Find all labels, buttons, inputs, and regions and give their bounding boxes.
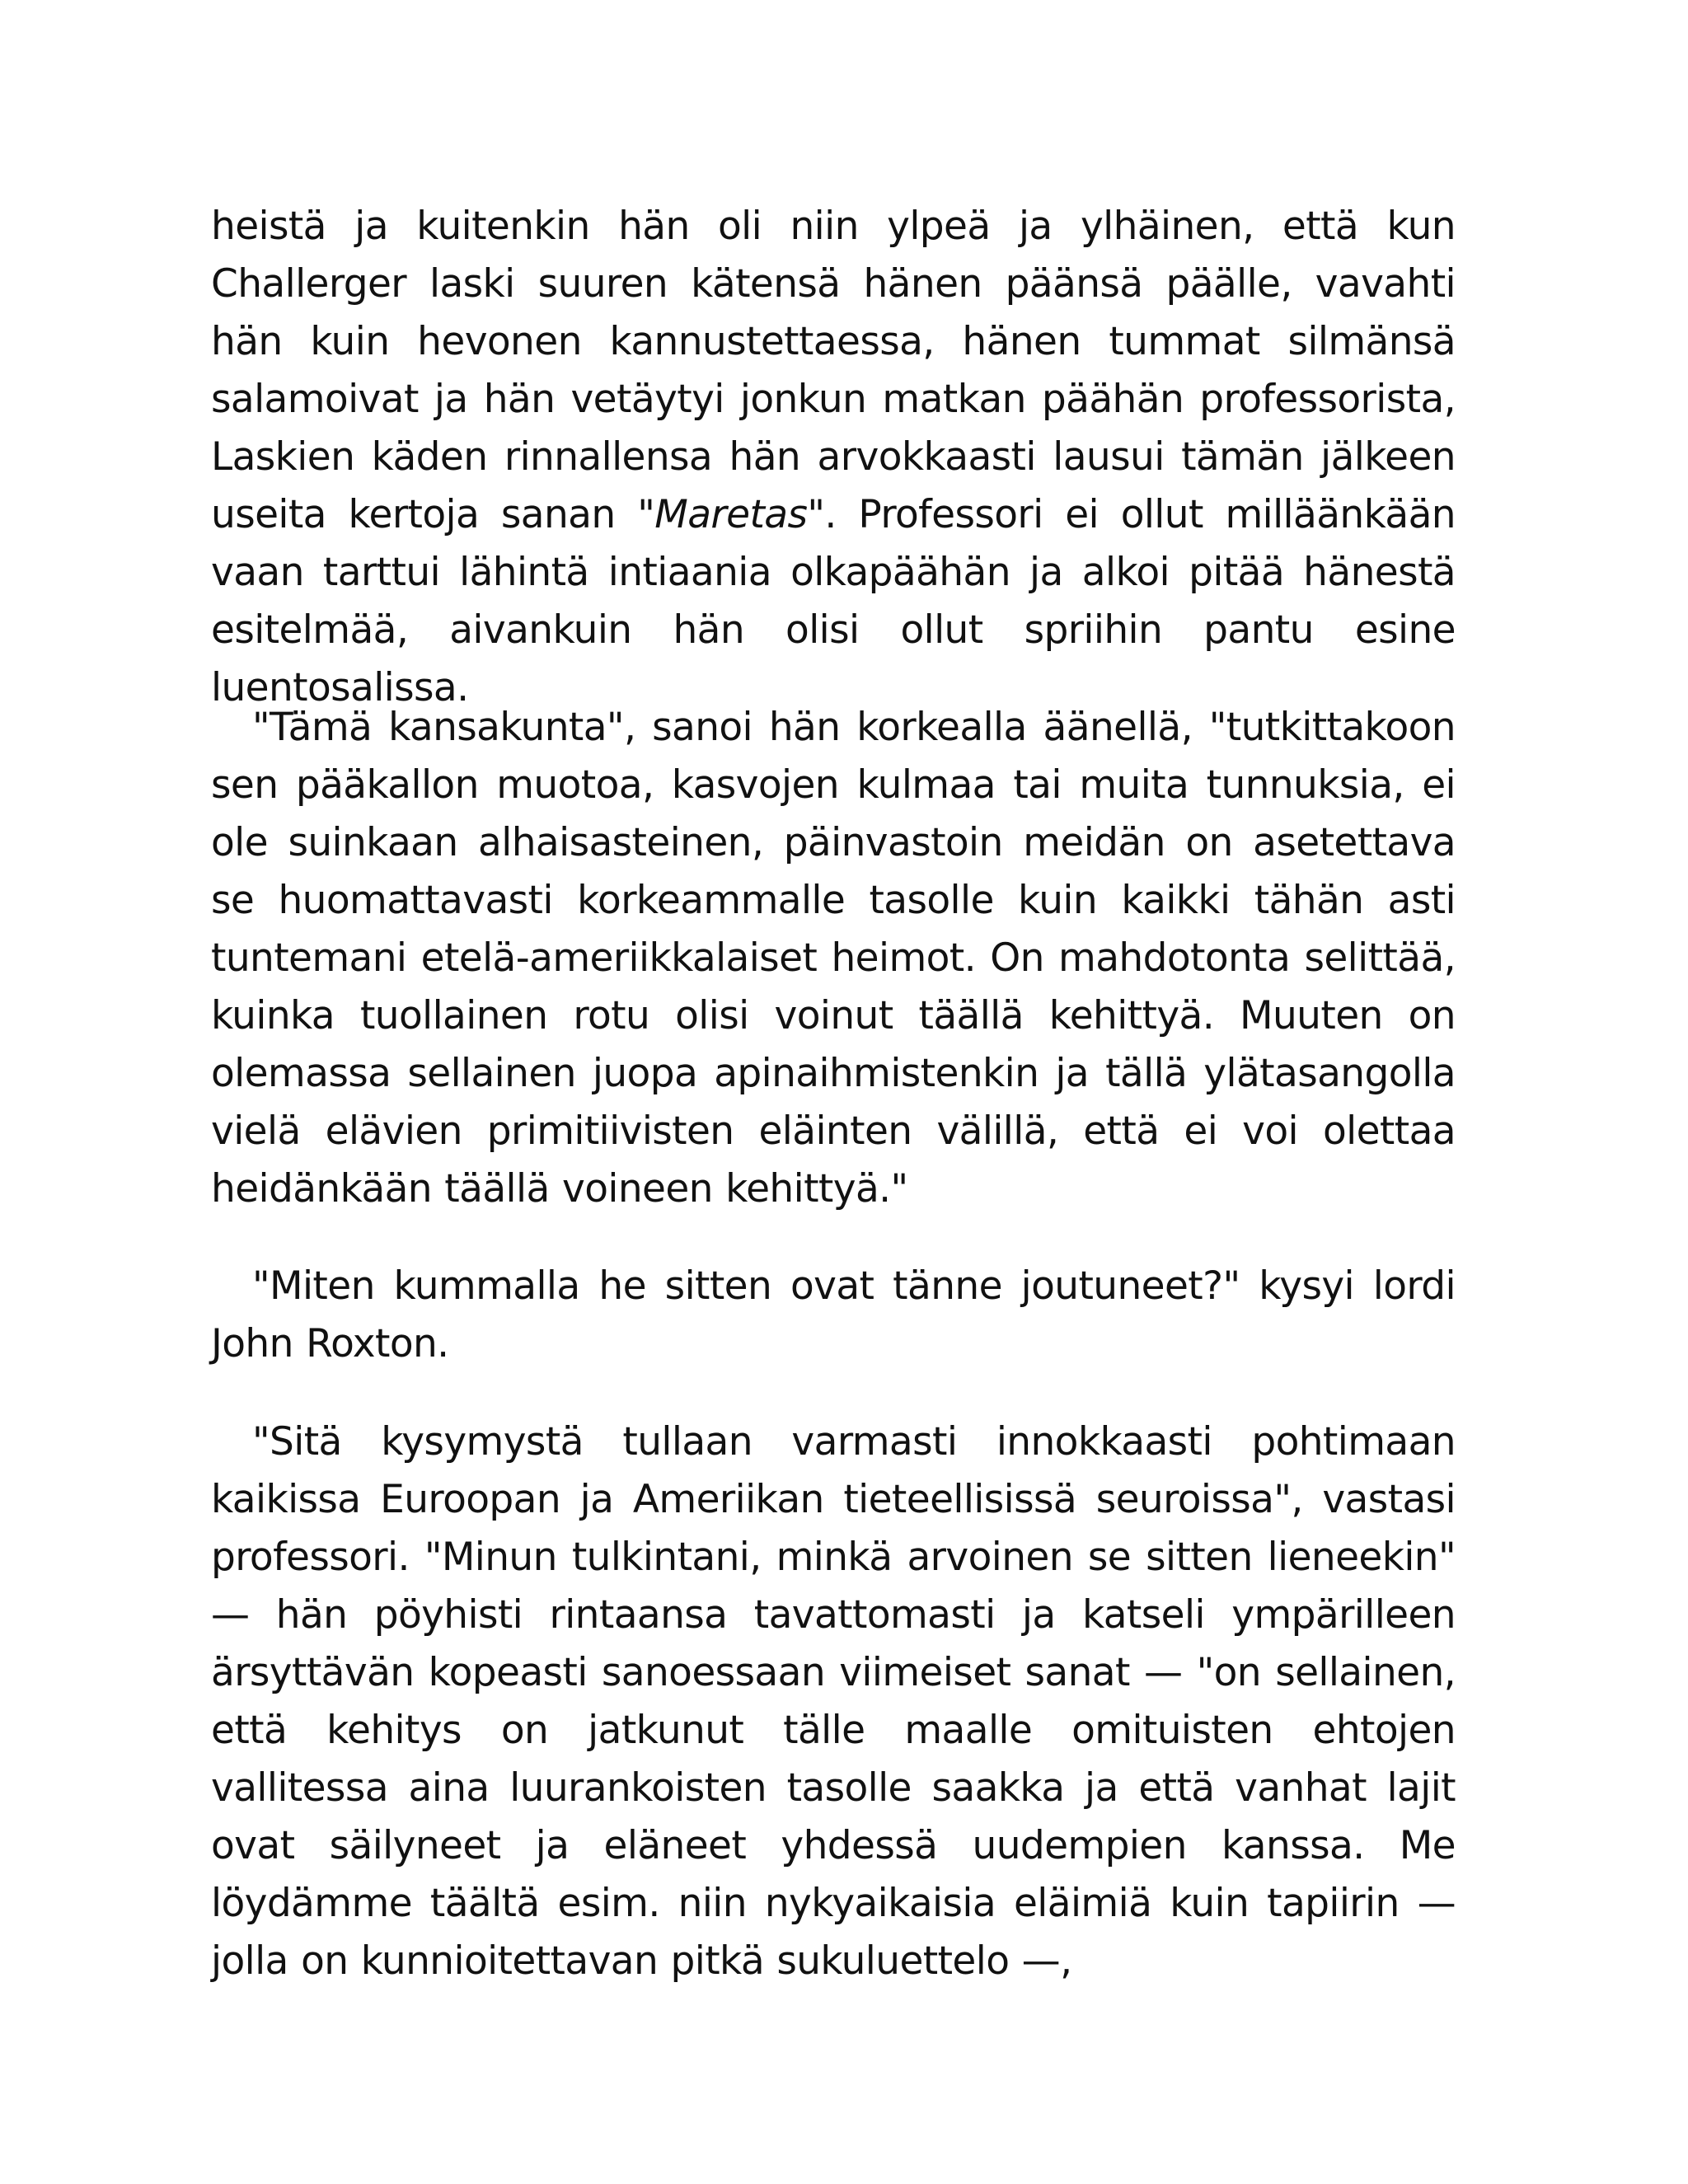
paragraph-1-text-start: heistä ja kuitenkin hän oli niin ylpeä ja ylhäinen, että kun Challerger laski suuren kätensä hänen päänsä päälle, vavahti hän kuin hevonen kannustettaessa, hänen tummat silmänsä salamoivat ja hän vetäytyi jonkun matkan päähän professorista, Laskien käden rinnallensa hän arvokkaasti lausui tämän jälkeen useita kertoja sanan — [211, 204, 1456, 537]
paragraph-1-italic-word: "Maretas" — [637, 492, 825, 537]
paragraph-3-text: "Miten kummalla he sitten ovat tänne joutuneet?" kysyi lordi John Roxton. — [211, 1263, 1456, 1366]
paragraph-1-text — [211, 198, 1456, 717]
paragraph-3 — [211, 1258, 1456, 1373]
paragraph-4-text: "Sitä kysymystä tullaan varmasti innokkaasti pohtimaan kaikissa Euroopan ja Ameriikan tieteellisissä seuroissa", vastasi professori. "Minun tulkintani, minkä arvoinen se sitten lieneekin" — hän pöyhisti rintaansa tavattomasti ja katseli ympärilleen ärsyttävän kopeasti sanoessaan viimeiset sanat — "on sellainen, että kehitys on jatkunut tälle maalle omituisten ehtojen vallitessa aina luurankoisten tasolle saakka ja että vanhat lajit ovat säilyneet ja eläneet yhdessä uudempien kanssa. Me löydämme täältä esim. niin nykyaikaisia eläimiä kuin tapiirin — jolla on kunnioitettavan pitkä sukuluettelo —, — [211, 1419, 1456, 1984]
paragraph-2-text: "Tämä kansakunta", sanoi hän korkealla äänellä, "tutkittakoon sen pääkallon muotoa, kasvojen kulmaa tai muita tunnuksia, ei ole suinkaan alhaisasteinen, päinvastoin meidän on asetettava se huomattavasti korkeammalle tasolle kuin kaikki tähän asti tuntemani etelä-ameriikkalaiset heimot. On mahdotonta selittää, kuinka tuollainen rotu olisi voinut täällä kehittyä. Muuten on olemassa sellainen juopa apinaihmistenkin ja tällä ylätasangolla vielä elävien primitiivisten eläinten välillä, että ei voi olettaa heidänkään täällä voineen kehittyä." — [211, 705, 1456, 1212]
paragraph-2 — [211, 699, 1456, 1218]
paragraph-1-text-end: . Professori ei ollut milläänkään vaan tarttui lähintä intiaania olkapäähän ja alkoi pitää hänestä esitelmää, aivankuin hän olisi ollut spriihin pantu esine luentosalissa. — [211, 492, 1456, 710]
paragraph-4 — [211, 1413, 1456, 1990]
paragraph-1 — [211, 198, 1456, 717]
